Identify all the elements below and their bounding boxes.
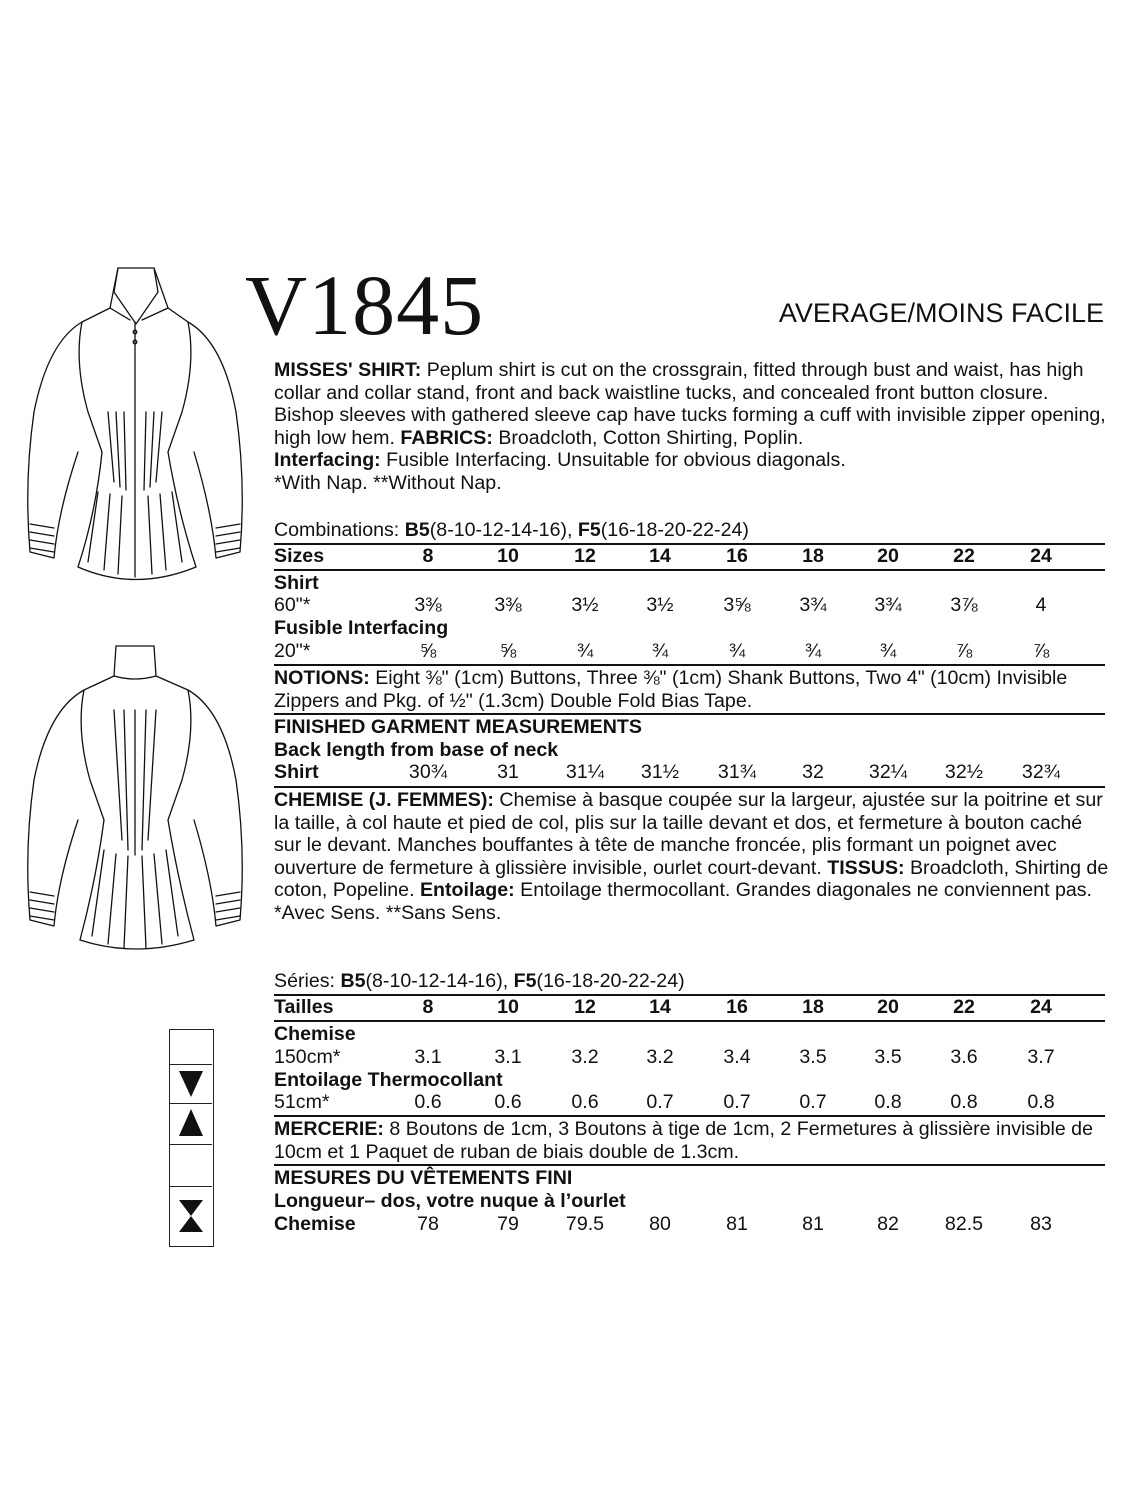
notions-text-fr: 8 Boutons de 1cm, 3 Boutons à tige de 1cm, 2 Fermetures à glissière invisible de 10cm et 1 Paquet de ruban de biais double de 1.3cm.: [274, 1118, 1093, 1163]
fabrics-text-fr: Broadcloth, Shirting de coton, Popeline.: [274, 856, 1109, 902]
size-header-fr-7: 22: [953, 996, 975, 1018]
finished-length-cell-fr-8: 83: [1030, 1213, 1052, 1235]
size-header-fr-1: 10: [497, 996, 519, 1018]
interfacing-text-fr: Entoilage thermocollant. Grandes diagonales ne conviennent pas.: [514, 879, 1092, 902]
finished-measurements-title-fr: MESURES DU VÊTEMENTS FINI: [274, 1167, 573, 1189]
hourglass-icon: [170, 1186, 212, 1246]
finished-length-cell-3: 31½: [640, 761, 680, 783]
notions-title: NOTIONS:: [274, 667, 370, 689]
pattern-number: V1845: [245, 257, 485, 353]
interfacing-meters-cell-0: 0.6: [414, 1091, 442, 1113]
blank-box: [170, 1144, 212, 1187]
finished-length-cell-4: 31¾: [717, 761, 757, 783]
shirt-yardage-cell-0: 3⅜: [414, 594, 442, 616]
shirt-meters-cell-2: 3.2: [571, 1046, 599, 1068]
shirt-meters-row: [274, 1046, 1105, 1068]
shirt-yardage-cell-5: 3¾: [799, 594, 827, 616]
combo-sizes-1: (8-10-12-14-16),: [429, 519, 578, 541]
size-header-0: 8: [422, 545, 434, 567]
interfacing-meters-cell-7: 0.8: [950, 1091, 978, 1113]
shirt-label: Shirt: [274, 572, 319, 594]
size-header-fr-0: 8: [422, 996, 434, 1018]
french-notions: [274, 1118, 1110, 1163]
size-header-fr-4: 16: [726, 996, 748, 1018]
finished-length-cell-6: 32¼: [868, 761, 908, 783]
description-text-fr: Chemise à basque coupée sur la largeur, ajustée sur la poitrine et sur la taille, à col haute et pied de col, plis sur la taille devant et dos, et fermeture à bouton caché sur le devant. Manches bouffantes à tête de manche froncée, plis formant un poignet avec ouverture de fermeture à glissière invisible, ourlet court-devant.: [274, 789, 1103, 879]
nap-note: *With Nap. **Without Nap.: [274, 471, 502, 494]
interfacing-meters-cell-5: 0.7: [799, 1091, 827, 1113]
combo-code-2-fr: F5: [513, 970, 537, 992]
difficulty-level: AVERAGE/MOINS FACILE: [778, 298, 1104, 328]
finished-length-cell-2: 31¼: [565, 761, 605, 783]
interfacing-width-fr: 51cm*: [274, 1091, 330, 1113]
combinations-line: [274, 519, 749, 541]
interfacing-yardage-cell-8: ⅞: [1032, 640, 1050, 662]
finished-measurements-title: FINISHED GARMENT MEASUREMENTS: [274, 716, 642, 738]
size-header-3: 14: [649, 545, 671, 567]
shirt-front-illustration: [18, 262, 253, 592]
shirt-meters-cell-0: 3.1: [414, 1046, 442, 1068]
combinations-label: Combinations:: [274, 519, 405, 541]
combo-sizes-2: (16-18-20-22-24): [600, 519, 749, 541]
interfacing-title: Interfacing:: [274, 449, 381, 472]
size-header-7: 22: [953, 545, 975, 567]
interfacing-yardage-cell-2: ¾: [576, 640, 594, 662]
size-header-fr-2: 12: [574, 996, 596, 1018]
size-header-8: 24: [1030, 545, 1052, 567]
shirt-yardage-cell-7: 3⅞: [950, 594, 978, 616]
triangle-down-icon: [170, 1064, 212, 1104]
shirt-yardage-cell-8: 4: [1035, 594, 1047, 616]
interfacing-label-fr: Entoilage Thermocollant: [274, 1069, 503, 1091]
interfacing-yardage-cell-6: ¾: [879, 640, 897, 662]
finished-shirt-label-fr: Chemise: [274, 1213, 356, 1235]
shirt-yardage-cell-2: 3½: [571, 594, 599, 616]
finished-length-cell-fr-2: 79.5: [565, 1213, 605, 1235]
shirt-back-illustration: [18, 640, 253, 960]
interfacing-meters-cell-6: 0.8: [874, 1091, 902, 1113]
divider: [274, 1020, 1105, 1022]
shirt-yardage-cell-3: 3½: [646, 594, 674, 616]
description-title: MISSES' SHIRT:: [274, 359, 422, 381]
finished-length-cell-fr-3: 80: [649, 1213, 671, 1235]
finished-length-cell-8: 32¾: [1021, 761, 1061, 783]
interfacing-meters-cell-3: 0.7: [646, 1091, 674, 1113]
fabrics-title: FABRICS:: [400, 426, 493, 449]
size-header-fr-6: 20: [877, 996, 899, 1018]
sizes-label-fr: Tailles: [274, 996, 334, 1018]
shirt-yardage-cell-4: 3⅝: [723, 594, 751, 616]
interfacing-yardage-cell-0: ⅝: [419, 640, 437, 662]
finished-shirt-label: Shirt: [274, 761, 319, 783]
back-length-label-fr: Longueur– dos, votre nuque à l’ourlet: [274, 1190, 626, 1212]
size-header-fr-3: 14: [649, 996, 671, 1018]
finished-length-cell-fr-0: 78: [417, 1213, 439, 1235]
finished-length-cell-fr-1: 79: [497, 1213, 519, 1235]
shirt-meters-cell-5: 3.5: [799, 1046, 827, 1068]
finished-length-cell-5: 32: [802, 761, 824, 783]
fabrics-title-fr: TISSUS:: [827, 856, 905, 879]
combo-sizes-2-fr: (16-18-20-22-24): [536, 970, 685, 992]
interfacing-yardage-cell-7: ⅞: [955, 640, 973, 662]
finished-length-cell-1: 31: [497, 761, 519, 783]
shirt-meters-cell-3: 3.2: [646, 1046, 674, 1068]
finished-length-row: [274, 761, 1105, 783]
divider: [274, 713, 1105, 715]
interfacing-yardage-cell-1: ⅝: [499, 640, 517, 662]
shirt-meters-cell-7: 3.6: [950, 1046, 978, 1068]
size-header-4: 16: [726, 545, 748, 567]
size-header-fr-5: 18: [802, 996, 824, 1018]
interfacing-meters-cell-1: 0.6: [494, 1091, 522, 1113]
finished-length-cell-fr-4: 81: [726, 1213, 748, 1235]
interfacing-meters-cell-8: 0.8: [1027, 1091, 1055, 1113]
shirt-meters-cell-1: 3.1: [494, 1046, 522, 1068]
shirt-meters-cell-4: 3.4: [723, 1046, 751, 1068]
shirt-meters-cell-8: 3.7: [1027, 1046, 1055, 1068]
nap-note-fr: *Avec Sens. **Sans Sens.: [274, 901, 502, 924]
finished-length-cell-fr-7: 82.5: [944, 1213, 984, 1235]
english-description: [274, 359, 1110, 495]
shirt-yardage-cell-1: 3⅜: [494, 594, 522, 616]
interfacing-yardage-cell-5: ¾: [804, 640, 822, 662]
divider: [274, 1115, 1105, 1117]
combo-code-1-fr: B5: [340, 970, 366, 992]
combinations-label-fr: Séries:: [274, 970, 341, 992]
french-description: [274, 789, 1110, 925]
sizes-header-row-fr: [274, 996, 1105, 1018]
divider: [274, 664, 1105, 666]
interfacing-yardage-row: [274, 640, 1105, 662]
divider: [274, 1164, 1105, 1166]
triangle-up-icon: [170, 1102, 212, 1145]
shirt-yardage-row: [274, 594, 1105, 616]
finished-length-row-fr: [274, 1213, 1105, 1235]
combo-code-1: B5: [404, 519, 430, 541]
interfacing-meters-cell-4: 0.7: [723, 1091, 751, 1113]
fabrics-text: Broadcloth, Cotton Shirting, Poplin.: [492, 426, 804, 449]
interfacing-label: Fusible Interfacing: [274, 617, 449, 639]
finished-length-cell-fr-5: 81: [802, 1213, 824, 1235]
interfacing-text: Fusible Interfacing. Unsuitable for obvious diagonals.: [380, 449, 846, 472]
back-length-label: Back length from base of neck: [274, 739, 559, 761]
interfacing-meters-cell-2: 0.6: [571, 1091, 599, 1113]
combo-code-2: F5: [577, 519, 601, 541]
shirt-meters-cell-6: 3.5: [874, 1046, 902, 1068]
interfacing-width: 20"*: [274, 640, 311, 662]
combinations-line-fr: [274, 970, 685, 992]
description-text: Peplum shirt is cut on the crossgrain, fitted through bust and waist, has high collar and collar stand, front and back waistline tucks, and concealed front button closure. Bishop sleeves with gathered sleeve cap have tucks forming a cuff with invisible zipper opening, high low hem.: [274, 359, 1106, 449]
size-header-5: 18: [802, 545, 824, 567]
interfacing-yardage-cell-3: ¾: [651, 640, 669, 662]
fabric-width-fr: 150cm*: [274, 1046, 341, 1068]
shirt-label-fr: Chemise: [274, 1023, 356, 1045]
divider: [274, 569, 1105, 571]
combo-sizes-1-fr: (8-10-12-14-16),: [365, 970, 514, 992]
english-notions: [274, 667, 1110, 712]
size-header-1: 10: [497, 545, 519, 567]
notions-text: Eight ⅜" (1cm) Buttons, Three ⅜" (1cm) Shank Buttons, Two 4" (10cm) Invisible Zippers and Pkg. of ½" (1.3cm) Double Fold Bias Tape.: [274, 667, 1068, 712]
size-header-2: 12: [574, 545, 596, 567]
sizes-header-row: [274, 545, 1105, 567]
size-header-fr-8: 24: [1030, 996, 1052, 1018]
interfacing-yardage-cell-4: ¾: [728, 640, 746, 662]
sizes-label: Sizes: [274, 545, 325, 567]
finished-length-cell-fr-6: 82: [877, 1213, 899, 1235]
interfacing-meters-row: [274, 1091, 1105, 1113]
fabric-symbol-column: [169, 1029, 214, 1247]
finished-length-cell-7: 32½: [944, 761, 984, 783]
shirt-yardage-cell-6: 3¾: [874, 594, 902, 616]
finished-length-cell-0: 30¾: [408, 761, 448, 783]
interfacing-title-fr: Entoilage:: [419, 879, 515, 902]
divider: [274, 786, 1105, 788]
description-title-fr: CHEMISE (J. FEMMES):: [274, 789, 494, 811]
size-header-6: 20: [877, 545, 899, 567]
notions-title-fr: MERCERIE:: [274, 1118, 384, 1140]
fabric-width: 60"*: [274, 594, 311, 616]
